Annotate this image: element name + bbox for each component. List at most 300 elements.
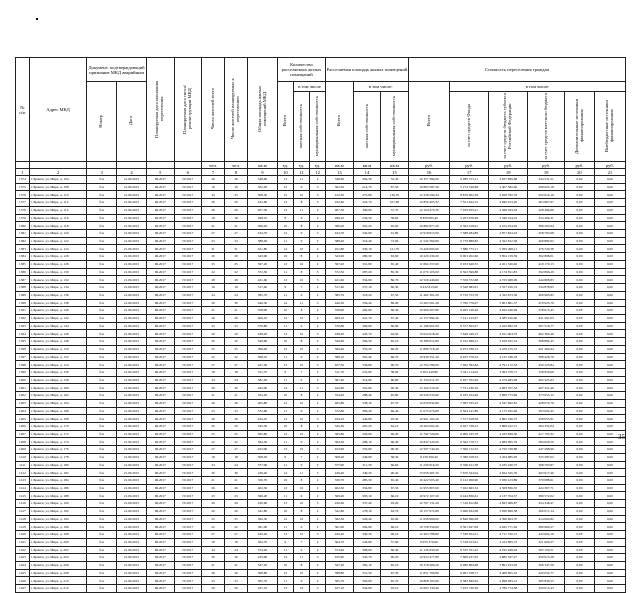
table-cell: 22 bbox=[225, 353, 248, 361]
table-cell: 508,50 bbox=[248, 191, 278, 199]
table-cell: 398,80 bbox=[248, 569, 278, 577]
table-cell: 2 bbox=[310, 484, 326, 492]
header-area-municipal: муниципальная собственность bbox=[381, 92, 409, 162]
table-row bbox=[16, 492, 626, 500]
table-row bbox=[16, 314, 626, 322]
table-cell: 428 496,66 bbox=[528, 206, 565, 214]
table-cell: 14 bbox=[277, 384, 293, 392]
table-cell: б/н bbox=[87, 314, 117, 322]
table-cell: 294,90 bbox=[353, 523, 381, 531]
table-cell: 1424 bbox=[16, 561, 30, 569]
table-cell: б/н bbox=[87, 515, 117, 523]
table-cell: 65,80 bbox=[381, 392, 409, 400]
table-cell: IV.2017 bbox=[174, 500, 202, 508]
table-cell: 423,90 bbox=[248, 446, 278, 454]
header-planned-end-demolition: Планируемая дата сноса/реконструкции МКД bbox=[174, 58, 202, 162]
table-cell: IV.2017 bbox=[174, 477, 202, 485]
table-cell: 366,20 bbox=[248, 222, 278, 230]
table-cell: 27 bbox=[225, 361, 248, 369]
table-cell: IV.2017 bbox=[174, 368, 202, 376]
table-cell: 72,00 bbox=[381, 237, 409, 245]
table-cell: 0,00 bbox=[565, 353, 595, 361]
table-row bbox=[16, 392, 626, 400]
table-cell: 9 bbox=[293, 523, 309, 531]
table-cell: 1381 bbox=[16, 230, 30, 238]
table-cell: 3 bbox=[310, 554, 326, 562]
column-number: 6 bbox=[174, 169, 202, 176]
table-cell: 451,80 bbox=[248, 245, 278, 253]
table-cell: 3 927 699,68 bbox=[489, 176, 528, 184]
table-cell: III.2017 bbox=[146, 338, 174, 346]
table-row bbox=[16, 330, 626, 338]
table-cell: 90,20 bbox=[381, 554, 409, 562]
table-cell: 10 bbox=[277, 423, 293, 431]
table-cell: 21.09.2015 bbox=[117, 376, 147, 384]
table-cell: б/н bbox=[87, 507, 117, 515]
table-cell: 0,00 bbox=[565, 446, 595, 454]
table-cell: 90,70 bbox=[381, 361, 409, 369]
table-cell: 25 bbox=[225, 345, 248, 353]
table-cell: 366 347,59 bbox=[528, 561, 565, 569]
table-cell: 25 bbox=[202, 430, 225, 438]
table-cell: 1427 bbox=[16, 585, 30, 593]
table-cell: 405,80 bbox=[326, 399, 354, 407]
table-cell: 10 bbox=[293, 531, 309, 539]
table-cell: 1378 bbox=[16, 206, 30, 214]
table-row bbox=[16, 338, 626, 346]
table-cell: 329,60 bbox=[353, 430, 381, 438]
table-cell: 0,00 bbox=[565, 538, 595, 546]
table-cell: 9 bbox=[293, 322, 309, 330]
table-cell: IV.2017 bbox=[174, 453, 202, 461]
table-cell: 11 bbox=[277, 322, 293, 330]
table-cell: 341,70 bbox=[353, 314, 381, 322]
table-cell: IV.2017 bbox=[174, 538, 202, 546]
table-cell: 1392 bbox=[16, 314, 30, 322]
table-cell: 372,50 bbox=[326, 268, 354, 276]
table-cell: 8 bbox=[293, 253, 309, 261]
table-cell: IV.2017 bbox=[174, 546, 202, 554]
table-cell: б/н bbox=[87, 345, 117, 353]
table-cell: III.2017 bbox=[146, 345, 174, 353]
table-cell: 4 195 948,44 bbox=[489, 546, 528, 554]
table-cell: 502 614,16 bbox=[528, 191, 565, 199]
address-cell: г. Брянск, ул. Мира, д. 198 bbox=[29, 531, 86, 539]
table-cell: 333,60 bbox=[353, 446, 381, 454]
header-doc-date: Дата bbox=[117, 82, 147, 162]
table-cell: 1401 bbox=[16, 384, 30, 392]
table-cell: III.2017 bbox=[146, 299, 174, 307]
table-cell: IV.2017 bbox=[174, 291, 202, 299]
table-cell: 10 bbox=[293, 515, 309, 523]
table-cell: 3 bbox=[310, 469, 326, 477]
table-cell: 1402 bbox=[16, 392, 30, 400]
table-cell: 27 bbox=[202, 446, 225, 454]
table-cell: 0,00 bbox=[565, 260, 595, 268]
table-cell: 91,80 bbox=[381, 230, 409, 238]
table-cell: 1395 bbox=[16, 338, 30, 346]
table-cell: 63,60 bbox=[381, 253, 409, 261]
table-cell: б/н bbox=[87, 368, 117, 376]
table-cell: 4 508 836,55 bbox=[489, 484, 528, 492]
table-cell: 21.09.2015 bbox=[117, 338, 147, 346]
table-cell: 4 711 530,13 bbox=[489, 531, 528, 539]
table-cell: 333,20 bbox=[353, 345, 381, 353]
table-cell: 1383 bbox=[16, 245, 30, 253]
table-cell: 1393 bbox=[16, 322, 30, 330]
table-cell: 6 596 611,58 bbox=[450, 461, 489, 469]
table-cell: 1426 bbox=[16, 577, 30, 585]
table-cell: III.2017 bbox=[146, 253, 174, 261]
address-cell: г. Брянск, ул. Мира, д. 200 bbox=[29, 538, 86, 546]
table-cell: 10 bbox=[293, 430, 309, 438]
table-cell: 356,40 bbox=[353, 299, 381, 307]
table-cell: 12 258 299,34 bbox=[408, 191, 449, 199]
table-cell: 4 924 545,76 bbox=[489, 469, 528, 477]
table-cell: 18 bbox=[202, 368, 225, 376]
table-cell: 0,00 bbox=[594, 577, 625, 585]
table-cell: 10 bbox=[277, 477, 293, 485]
header-document: Документ, подтверждающий признание МКД аварийным bbox=[87, 58, 147, 82]
table-cell: 23 bbox=[225, 322, 248, 330]
table-cell: 13 022 618,40 bbox=[408, 330, 449, 338]
table-cell: 0,00 bbox=[594, 199, 625, 207]
table-cell: 1423 bbox=[16, 554, 30, 562]
table-cell: III.2017 bbox=[146, 291, 174, 299]
table-cell: 12 529 449,60 bbox=[408, 276, 449, 284]
table-cell: 1404 bbox=[16, 407, 30, 415]
table-cell: 9 bbox=[293, 492, 309, 500]
table-cell: 31 bbox=[225, 245, 248, 253]
table-cell: 10 bbox=[293, 399, 309, 407]
table-cell: 0,00 bbox=[565, 245, 595, 253]
header-cost-group: Стоимость переселения граждан bbox=[408, 58, 625, 82]
table-cell: IV.2017 bbox=[174, 222, 202, 230]
table-cell: 347,20 bbox=[248, 561, 278, 569]
table-cell: 463 617,40 bbox=[528, 469, 565, 477]
table-cell: 21.09.2015 bbox=[117, 384, 147, 392]
table-cell: 0,00 bbox=[565, 191, 595, 199]
table-cell: 29 bbox=[202, 585, 225, 593]
table-cell: 24 bbox=[225, 376, 248, 384]
table-cell: 21.09.2015 bbox=[117, 507, 147, 515]
table-cell: 57,90 bbox=[381, 538, 409, 546]
address-cell: г. Брянск, ул. Мира, д. 142 bbox=[29, 314, 86, 322]
table-cell: 13 bbox=[277, 585, 293, 593]
table-cell: 392,30 bbox=[326, 515, 354, 523]
table-cell: 12 704 789,00 bbox=[408, 361, 449, 369]
table-row bbox=[16, 561, 626, 569]
table-cell: 0,00 bbox=[565, 330, 595, 338]
table-cell: 23 bbox=[225, 407, 248, 415]
table-cell: 2 bbox=[310, 523, 326, 531]
table-cell: 0,00 bbox=[594, 523, 625, 531]
table-cell: б/н bbox=[87, 214, 117, 222]
table-cell: III.2017 bbox=[146, 245, 174, 253]
table-cell: 340,80 bbox=[353, 415, 381, 423]
table-cell: 21.09.2015 bbox=[117, 230, 147, 238]
table-cell: 13 bbox=[277, 500, 293, 508]
table-cell: 1407 bbox=[16, 430, 30, 438]
table-cell: 432,60 bbox=[248, 199, 278, 207]
unit-cell: ед. bbox=[293, 162, 309, 169]
address-cell: г. Брянск, ул. Мира, д. 178 bbox=[29, 453, 86, 461]
table-row bbox=[16, 515, 626, 523]
table-cell: 11 bbox=[293, 206, 309, 214]
table-cell: 27 bbox=[225, 531, 248, 539]
table-cell: 3 bbox=[310, 500, 326, 508]
table-cell: 26 bbox=[225, 569, 248, 577]
table-cell: 0,00 bbox=[594, 469, 625, 477]
address-cell: г. Брянск, ул. Мира, д. 212 bbox=[29, 585, 86, 593]
table-cell: 303,10 bbox=[353, 492, 381, 500]
table-cell: III.2017 bbox=[146, 183, 174, 191]
unit-cell: чел. bbox=[225, 162, 248, 169]
table-cell: IV.2017 bbox=[174, 446, 202, 454]
table-cell: IV.2017 bbox=[174, 523, 202, 531]
table-row bbox=[16, 430, 626, 438]
table-cell: 427,10 bbox=[326, 585, 354, 593]
address-cell: г. Брянск, ул. Мира, д. 186 bbox=[29, 484, 86, 492]
table-cell: 3 340 914,10 bbox=[489, 214, 528, 222]
table-cell: IV.2017 bbox=[174, 561, 202, 569]
table-cell: 0,00 bbox=[565, 399, 595, 407]
table-cell: 2 bbox=[310, 453, 326, 461]
table-cell: б/н bbox=[87, 554, 117, 562]
table-cell: 0,00 bbox=[565, 492, 595, 500]
table-cell: б/н bbox=[87, 206, 117, 214]
column-number: 17 bbox=[450, 169, 489, 176]
table-cell: III.2017 bbox=[146, 392, 174, 400]
table-cell: 421 464,94 bbox=[528, 345, 565, 353]
table-cell: 435,90 bbox=[248, 554, 278, 562]
table-cell: 6 657 702,29 bbox=[450, 376, 489, 384]
table-cell: 22 bbox=[225, 268, 248, 276]
table-cell: 12 bbox=[277, 230, 293, 238]
table-cell: 27 bbox=[225, 230, 248, 238]
table-cell: 10 bbox=[277, 561, 293, 569]
table-cell: б/н bbox=[87, 276, 117, 284]
table-cell: III.2017 bbox=[146, 307, 174, 315]
table-cell: 10 422 503,40 bbox=[408, 477, 449, 485]
table-cell: 25 bbox=[225, 515, 248, 523]
table-cell: 33 bbox=[225, 191, 248, 199]
table-cell: 344 531,21 bbox=[528, 176, 565, 184]
table-cell: 30 bbox=[225, 384, 248, 392]
table-cell: б/н bbox=[87, 523, 117, 531]
table-cell: 1419 bbox=[16, 523, 30, 531]
table-cell: 11 bbox=[293, 469, 309, 477]
table-cell: 4 786 774,58 bbox=[489, 585, 528, 593]
table-cell: 12 bbox=[277, 484, 293, 492]
table-cell: 21.09.2015 bbox=[117, 260, 147, 268]
table-cell: 0,00 bbox=[565, 407, 595, 415]
table-cell: 374,40 bbox=[248, 546, 278, 554]
unit-cell: руб. bbox=[408, 162, 449, 169]
table-cell: 21.09.2015 bbox=[117, 368, 147, 376]
table-cell: 360 671,14 bbox=[528, 507, 565, 515]
table-cell: 252,80 bbox=[353, 368, 381, 376]
table-cell: 10 bbox=[293, 276, 309, 284]
table-cell: 2 bbox=[310, 253, 326, 261]
table-cell: 14 bbox=[277, 245, 293, 253]
table-cell: 18 bbox=[225, 214, 248, 222]
table-cell: 1413 bbox=[16, 477, 30, 485]
header-rooms-municipal: муниципальная собственность bbox=[310, 92, 326, 162]
table-cell: 3 bbox=[310, 330, 326, 338]
table-cell: IV.2017 bbox=[174, 531, 202, 539]
table-cell: 10 bbox=[277, 392, 293, 400]
table-cell: 18 bbox=[225, 538, 248, 546]
table-cell: 6 425 576,32 bbox=[450, 353, 489, 361]
table-cell: 349,60 bbox=[326, 338, 354, 346]
table-cell: 421,60 bbox=[326, 276, 354, 284]
table-cell: 407,30 bbox=[248, 206, 278, 214]
unit-cell: руб. bbox=[489, 162, 528, 169]
table-cell: 4 840 913,20 bbox=[489, 199, 528, 207]
table-cell: 451,80 bbox=[326, 245, 354, 253]
table-cell: 402 425,63 bbox=[528, 376, 565, 384]
table-cell: 21 bbox=[225, 477, 248, 485]
table-cell: 21.09.2015 bbox=[117, 554, 147, 562]
table-cell: 324,70 bbox=[353, 199, 381, 207]
table-cell: 3 854 159,59 bbox=[489, 253, 528, 261]
table-cell: 21.09.2015 bbox=[117, 477, 147, 485]
table-cell: 0,00 bbox=[565, 469, 595, 477]
table-cell: 10 bbox=[293, 191, 309, 199]
table-cell: 368,10 bbox=[326, 353, 354, 361]
table-cell: IV.2017 bbox=[174, 245, 202, 253]
table-cell: 6 972 038,15 bbox=[450, 345, 489, 353]
table-cell: 399,40 bbox=[248, 345, 278, 353]
header-cost-incl: в том числе: bbox=[450, 82, 626, 92]
table-cell: 13 bbox=[277, 531, 293, 539]
table-cell: 376,80 bbox=[248, 322, 278, 330]
table-cell: 9 bbox=[277, 368, 293, 376]
table-cell: 1377 bbox=[16, 199, 30, 207]
table-cell: 398,80 bbox=[326, 569, 354, 577]
table-cell: б/н bbox=[87, 531, 117, 539]
table-cell: 0,00 bbox=[565, 531, 595, 539]
table-cell: 11 bbox=[293, 176, 309, 184]
table-cell: IV.2017 bbox=[174, 307, 202, 315]
table-cell: 13 263 561,20 bbox=[408, 299, 449, 307]
header-cost-fund: за счет средств Фонда bbox=[450, 92, 489, 162]
table-cell: 298,10 bbox=[326, 214, 354, 222]
table-cell: 90,30 bbox=[381, 384, 409, 392]
table-cell: 11 070 105,00 bbox=[408, 268, 449, 276]
table-cell: 21.09.2015 bbox=[117, 399, 147, 407]
table-cell: 0,00 bbox=[594, 260, 625, 268]
table-cell: III.2017 bbox=[146, 546, 174, 554]
header-total-area: Общая площадь жилых помещений МКД bbox=[248, 58, 278, 162]
table-cell: 5 318 913,61 bbox=[450, 538, 489, 546]
table-cell: IV.2017 bbox=[174, 330, 202, 338]
table-row bbox=[16, 245, 626, 253]
table-cell: 0,00 bbox=[565, 276, 595, 284]
table-cell: 7 551 624,15 bbox=[450, 199, 489, 207]
table-cell: 364,50 bbox=[248, 438, 278, 446]
table-cell: 0,00 bbox=[594, 569, 625, 577]
table-cell: 442,90 bbox=[326, 384, 354, 392]
table-row bbox=[16, 415, 626, 423]
table-cell: 434,10 bbox=[326, 415, 354, 423]
table-cell: 280,30 bbox=[353, 253, 381, 261]
table-cell: 395 150,51 bbox=[528, 546, 565, 554]
address-cell: г. Брянск, ул. Мира, д. 126 bbox=[29, 253, 86, 261]
column-number: 14 bbox=[353, 169, 381, 176]
table-cell: 20 bbox=[202, 338, 225, 346]
table-cell: 354,20 bbox=[326, 392, 354, 400]
table-cell: 24 bbox=[202, 546, 225, 554]
table-cell: IV.2017 bbox=[174, 507, 202, 515]
table-cell: 3 bbox=[310, 531, 326, 539]
table-cell: 22 bbox=[225, 438, 248, 446]
table-cell: 21.09.2015 bbox=[117, 484, 147, 492]
table-cell: 4 825 969,87 bbox=[489, 500, 528, 508]
table-cell: 26 bbox=[202, 314, 225, 322]
table-cell: 21.09.2015 bbox=[117, 531, 147, 539]
address-cell: г. Брянск, ул. Мира, д. 124 bbox=[29, 245, 86, 253]
table-cell: 2 bbox=[310, 307, 326, 315]
table-cell: 18 bbox=[225, 453, 248, 461]
table-row bbox=[16, 191, 626, 199]
table-cell: 459 913,28 bbox=[528, 554, 565, 562]
table-cell: 23 bbox=[202, 322, 225, 330]
header-area-group: Расселяемая площадь жилых помещений bbox=[326, 58, 409, 82]
table-cell: 374,40 bbox=[326, 546, 354, 554]
table-cell: 66,90 bbox=[381, 322, 409, 330]
table-cell: 8 bbox=[293, 268, 309, 276]
table-cell: 4 125 348,18 bbox=[489, 353, 528, 361]
table-cell: 10 bbox=[293, 330, 309, 338]
table-cell: 13 bbox=[277, 176, 293, 184]
table-cell: 13 058 487,20 bbox=[408, 469, 449, 477]
table-cell: 63,70 bbox=[381, 507, 409, 515]
table-cell: 0,00 bbox=[594, 230, 625, 238]
table-cell: 21.09.2015 bbox=[117, 415, 147, 423]
table-cell: 27 bbox=[202, 531, 225, 539]
table-cell: IV.2017 bbox=[174, 430, 202, 438]
table-cell: 66,60 bbox=[381, 461, 409, 469]
table-cell: 4 104 254,65 bbox=[489, 222, 528, 230]
header-cost-regional: за счет средств бюджета субъекта Российской Федерации bbox=[489, 92, 528, 162]
table-cell: 20 bbox=[225, 507, 248, 515]
table-cell: 13 bbox=[277, 361, 293, 369]
table-cell: 214,70 bbox=[353, 183, 381, 191]
table-cell: 427,50 bbox=[326, 361, 354, 369]
table-cell: 21.09.2015 bbox=[117, 206, 147, 214]
table-cell: 1414 bbox=[16, 484, 30, 492]
table-cell: 10 832 345,00 bbox=[408, 438, 449, 446]
table-cell: 21.09.2015 bbox=[117, 222, 147, 230]
table-row bbox=[16, 453, 626, 461]
table-cell: 13 426 993,60 bbox=[408, 245, 449, 253]
table-cell: 6 102 696,21 bbox=[450, 338, 489, 346]
address-cell: г. Брянск, ул. Мира, д. 210 bbox=[29, 577, 86, 585]
table-cell: 60,30 bbox=[381, 284, 409, 292]
column-number: 13 bbox=[326, 169, 354, 176]
table-cell: 12 157 984,40 bbox=[408, 314, 449, 322]
table-cell: 3 930 413,89 bbox=[489, 477, 528, 485]
table-cell: 282,10 bbox=[353, 561, 381, 569]
table-cell: 409 882,62 bbox=[528, 237, 565, 245]
table-cell: 7 790 776,07 bbox=[450, 299, 489, 307]
table-cell: 87,50 bbox=[381, 183, 409, 191]
address-cell: г. Брянск, ул. Мира, д. 180 bbox=[29, 461, 86, 469]
table-cell: б/н bbox=[87, 330, 117, 338]
table-cell: IV.2017 bbox=[174, 438, 202, 446]
